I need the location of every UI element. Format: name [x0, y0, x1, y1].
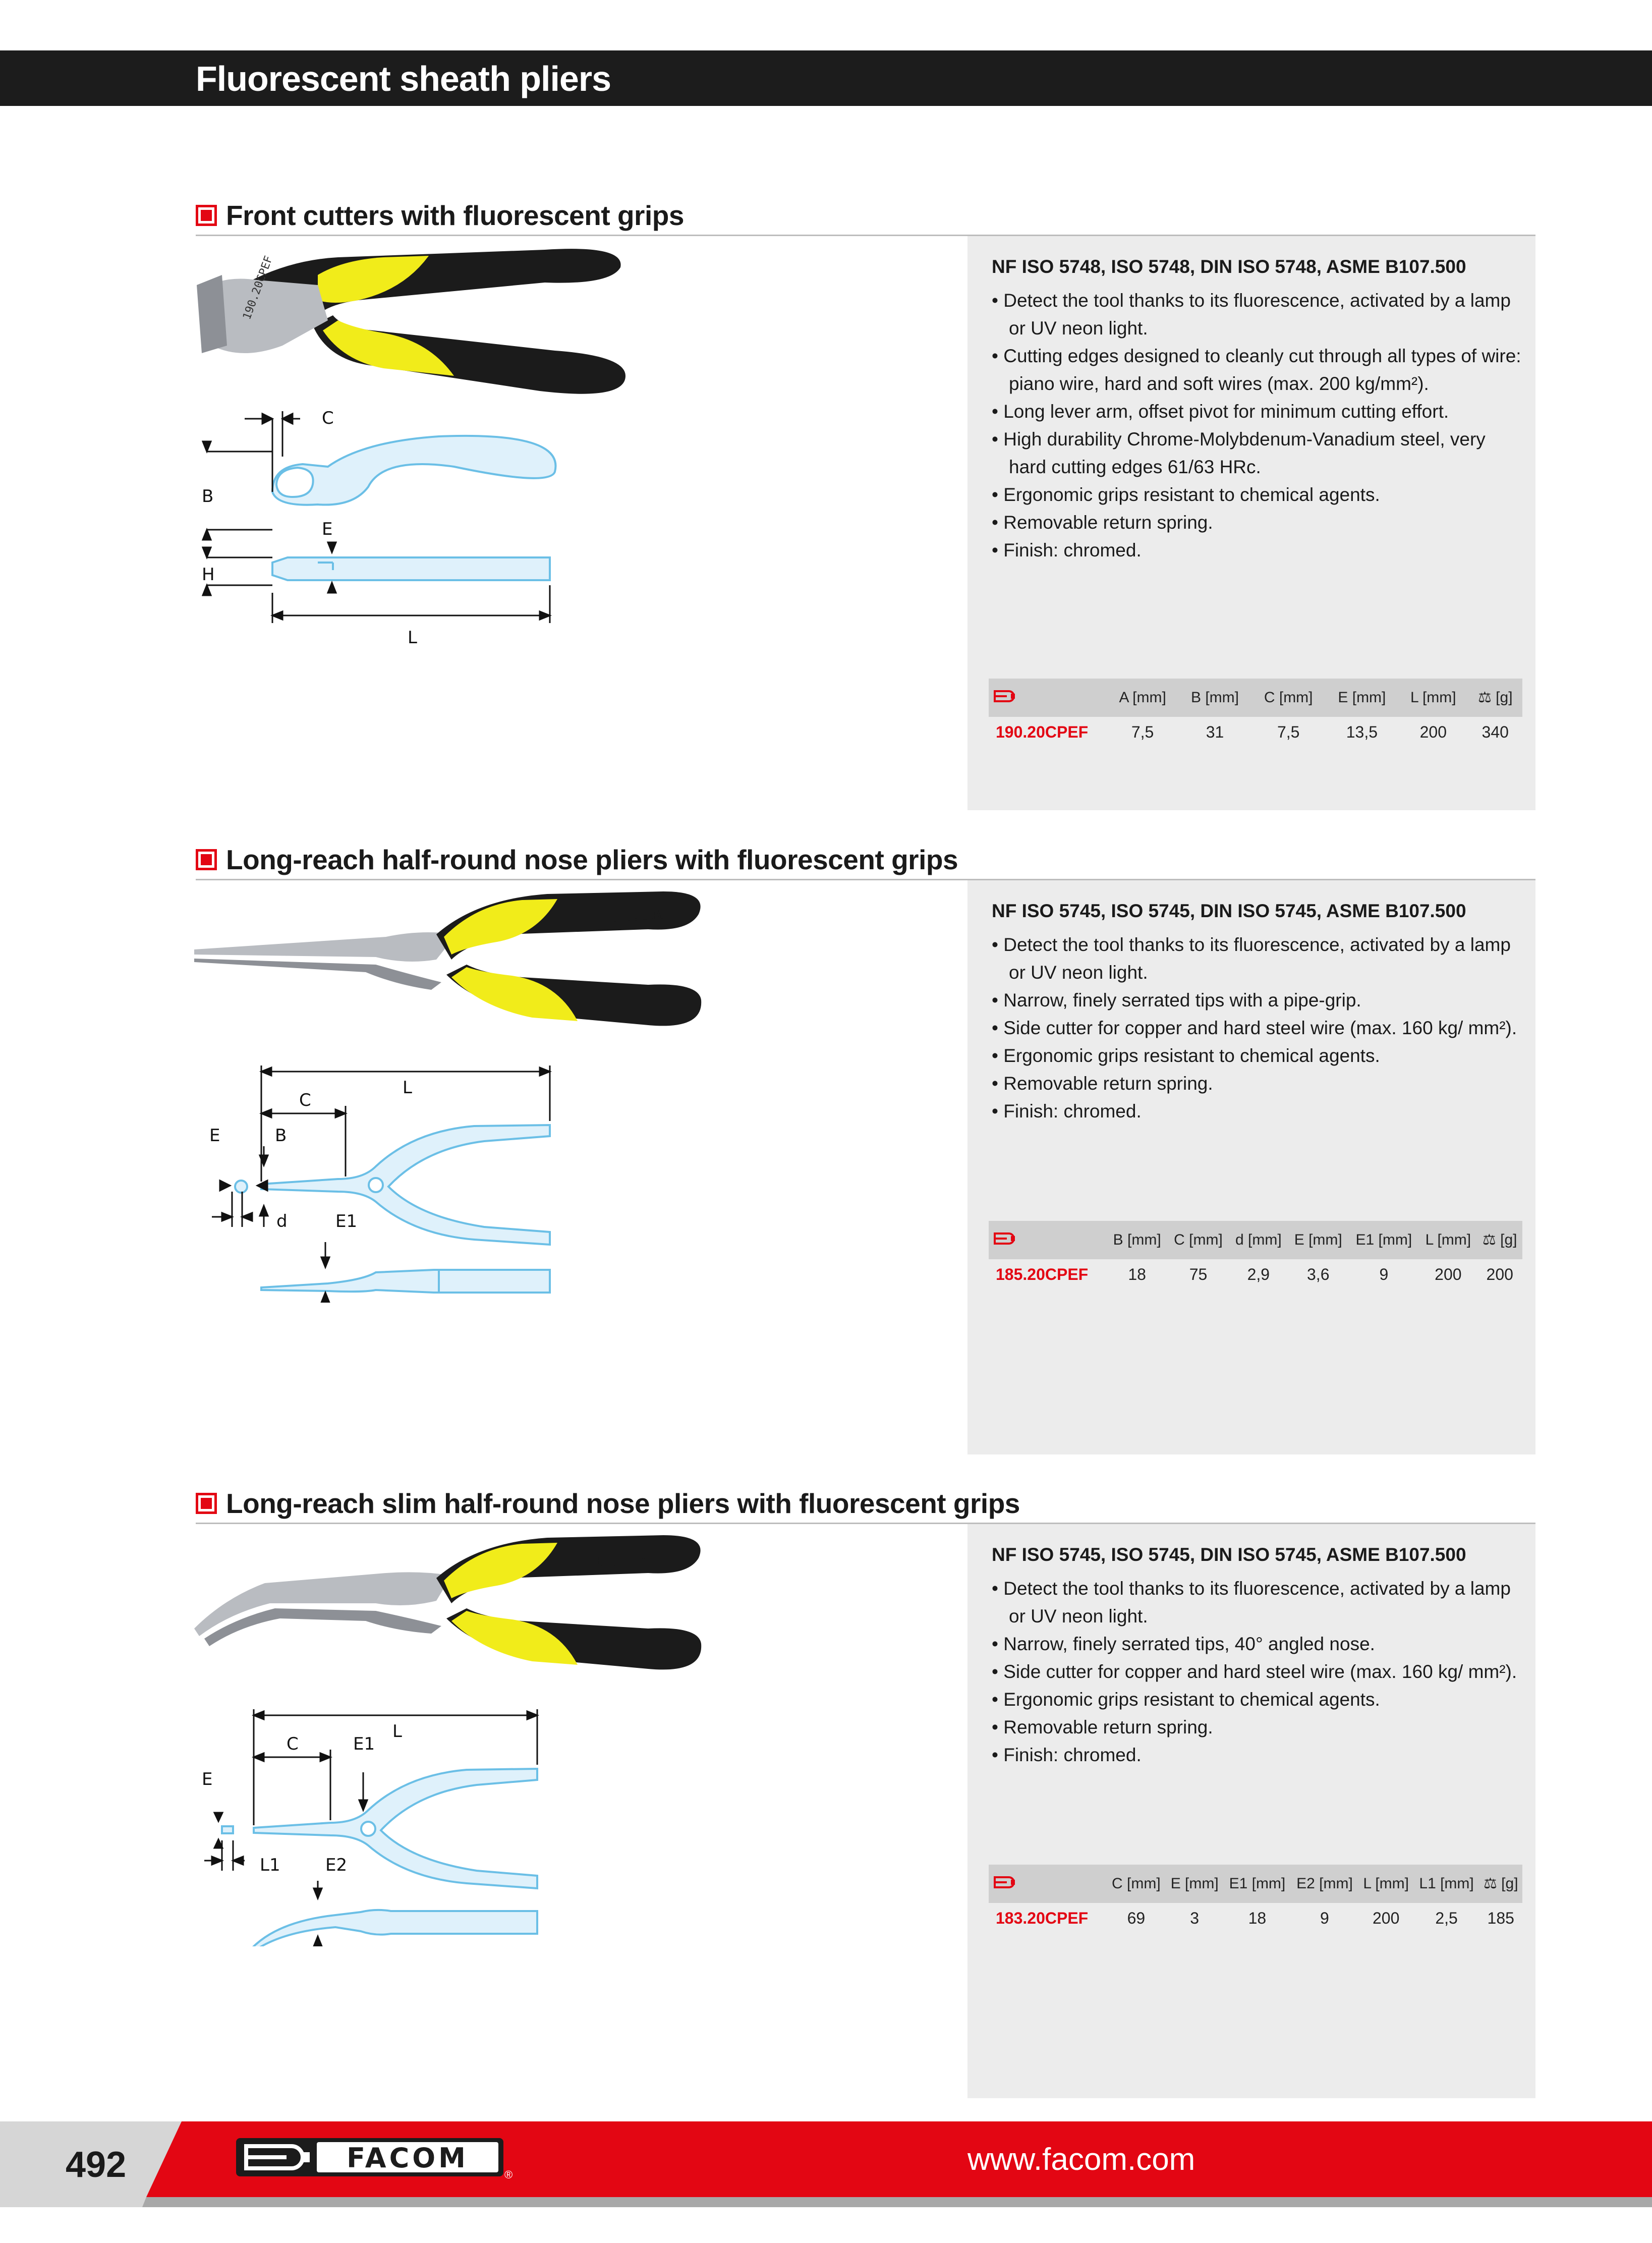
feature-item: • Finish: chromed. — [992, 536, 1526, 564]
feature-list — [992, 1575, 1526, 1769]
feature-item: • Ergonomic grips resistant to chemical agents. — [992, 1686, 1526, 1713]
column-header-weight: ⚖ [g] — [1468, 679, 1522, 717]
table-cell: 185 — [1487, 1909, 1514, 1927]
table-cell: 3 — [1190, 1909, 1200, 1927]
facom-ref-icon — [989, 679, 1107, 717]
feature-item: • Narrow, finely serrated tips with a pipe-grip. — [992, 986, 1526, 1014]
table-cell: 2,5 — [1435, 1909, 1458, 1927]
feature-item: • Removable return spring. — [992, 509, 1526, 536]
table-cell: 9 — [1320, 1909, 1329, 1927]
feature-item: • Detect the tool thanks to its fluorescence, activated by a lamp or UV neon light. — [992, 1575, 1526, 1630]
feature-item: • Long lever arm, offset pivot for minimum cutting effort. — [992, 398, 1526, 425]
column-header: L1 [mm] — [1414, 1865, 1479, 1903]
dim-label-l1: L1 — [260, 1855, 280, 1875]
dim-label-l: L — [408, 628, 417, 648]
dim-label-d: d — [276, 1211, 288, 1231]
info-panel — [967, 236, 1535, 810]
facom-logo-text: FACOM — [347, 2142, 469, 2174]
column-header: E [mm] — [1166, 1865, 1224, 1903]
front-cutter-photo — [192, 245, 636, 436]
section-front-cutters — [0, 199, 1652, 810]
column-header: A [mm] — [1107, 679, 1178, 717]
standards: NF ISO 5745, ISO 5745, DIN ISO 5745, ASME B107.500 — [992, 901, 1466, 921]
red-square-icon — [196, 205, 217, 226]
feature-item: • Side cutter for copper and hard steel wire (max. 160 kg/ mm²). — [992, 1658, 1526, 1686]
feature-item: • Ergonomic grips resistant to chemical agents. — [992, 481, 1526, 509]
half-round-pliers-diagram — [202, 1066, 575, 1303]
section-heading-text: Long-reach slim half-round nose pliers with fluorescent grips — [226, 1488, 1020, 1519]
feature-item: • Finish: chromed. — [992, 1097, 1526, 1125]
column-header: E1 [mm] — [1224, 1865, 1291, 1903]
table-row — [989, 1259, 1522, 1289]
column-header: C [mm] — [1107, 1865, 1166, 1903]
section-heading-text: Long-reach half-round nose pliers with fluorescent grips — [226, 844, 958, 875]
column-header: C [mm] — [1251, 679, 1326, 717]
facom-ref-icon — [989, 1865, 1107, 1903]
column-header: E2 [mm] — [1291, 1865, 1358, 1903]
spec-table — [989, 1865, 1522, 1933]
product-ref: 183.20CPEF — [996, 1909, 1089, 1927]
slim-half-round-pliers-diagram — [194, 1709, 567, 1946]
red-square-icon — [196, 1493, 217, 1514]
dim-label-e: E — [209, 1126, 220, 1146]
table-header-row — [989, 1865, 1522, 1903]
feature-item: • Detect the tool thanks to its fluorescence, activated by a lamp or UV neon light. — [992, 287, 1526, 342]
feature-list — [992, 931, 1526, 1125]
section-heading — [196, 844, 958, 876]
feature-item: • Narrow, finely serrated tips, 40° angled nose. — [992, 1630, 1526, 1658]
table-cell: 69 — [1127, 1909, 1146, 1927]
section-heading — [196, 199, 684, 232]
dim-label-e: E — [202, 1769, 213, 1789]
table-cell: 200 — [1419, 722, 1447, 741]
feature-item: • Cutting edges designed to cleanly cut through all types of wire: piano wire, hard and soft wires (max. 200 kg/mm²). — [992, 342, 1526, 398]
table-row — [989, 717, 1522, 747]
weight-icon: ⚖ — [1482, 1231, 1501, 1248]
column-header: B [mm] — [1107, 1221, 1167, 1259]
column-header: C [mm] — [1167, 1221, 1229, 1259]
half-round-pliers-photo — [194, 889, 709, 1055]
dim-label-l: L — [403, 1078, 412, 1098]
facom-logo — [236, 2138, 508, 2178]
feature-item: • Removable return spring. — [992, 1713, 1526, 1741]
info-panel — [967, 880, 1535, 1454]
dim-label-l: L — [392, 1721, 402, 1742]
dim-label-e: E — [322, 519, 333, 539]
column-header: L [mm] — [1398, 679, 1468, 717]
table-cell: 18 — [1248, 1909, 1267, 1927]
table-cell: 200 — [1373, 1909, 1400, 1927]
standards: NF ISO 5745, ISO 5745, DIN ISO 5745, ASME B107.500 — [992, 1544, 1466, 1565]
svg-text:190.20CPEF: 190.20CPEF — [241, 254, 275, 322]
column-header: d [mm] — [1229, 1221, 1288, 1259]
spec-table — [989, 679, 1522, 747]
feature-item: • Removable return spring. — [992, 1070, 1526, 1097]
dim-label-c: C — [287, 1734, 299, 1754]
standards: NF ISO 5748, ISO 5748, DIN ISO 5748, ASME B107.500 — [992, 256, 1466, 277]
table-row — [989, 1903, 1522, 1933]
feature-list — [992, 287, 1526, 564]
table-cell: 7,5 — [1277, 722, 1300, 741]
weight-icon: ⚖ — [1483, 1875, 1502, 1892]
feature-item: • High durability Chrome-Molybdenum-Vanadium steel, very hard cutting edges 61/63 HRc. — [992, 425, 1526, 481]
product-ref: 185.20CPEF — [996, 1265, 1089, 1283]
column-header-weight: ⚖ [g] — [1479, 1865, 1522, 1903]
slim-half-round-pliers-photo — [194, 1533, 709, 1699]
page-number: 492 — [66, 2145, 127, 2185]
section-heading-text: Front cutters with fluorescent grips — [226, 200, 684, 231]
website-url[interactable]: www.facom.com — [967, 2142, 1195, 2177]
column-header: B [mm] — [1178, 679, 1251, 717]
dim-label-e1: E1 — [335, 1211, 358, 1231]
dim-label-b: B — [202, 486, 214, 507]
table-cell: 75 — [1189, 1265, 1208, 1283]
column-header-weight: ⚖ [g] — [1477, 1221, 1522, 1259]
svg-text:FACOM: FACOM — [597, 1551, 650, 1571]
column-header: E [mm] — [1326, 679, 1399, 717]
dim-label-c: C — [322, 411, 334, 428]
front-cutter-diagram — [202, 411, 585, 674]
weight-icon: ⚖ — [1477, 689, 1496, 706]
section-heading — [196, 1487, 1020, 1520]
table-cell: 3,6 — [1307, 1265, 1330, 1283]
dim-label-e2: E2 — [325, 1855, 348, 1875]
section-half-round-pliers — [0, 844, 1652, 1454]
facom-ref-icon — [989, 1221, 1107, 1259]
column-header: E [mm] — [1288, 1221, 1348, 1259]
dim-label-e1: E1 — [353, 1734, 375, 1754]
table-cell: 13,5 — [1346, 722, 1378, 741]
page-title: Fluorescent sheath pliers — [196, 59, 611, 98]
dim-label-c: C — [299, 1090, 311, 1110]
dim-label-h: H — [202, 565, 215, 585]
feature-item: • Side cutter for copper and hard steel wire (max. 160 kg/ mm²). — [992, 1014, 1526, 1042]
table-cell: 9 — [1379, 1265, 1389, 1283]
table-cell: 7,5 — [1131, 722, 1154, 741]
table-cell: 18 — [1128, 1265, 1146, 1283]
table-header-row — [989, 1221, 1522, 1259]
table-cell: 2,9 — [1247, 1265, 1270, 1283]
product-ref: 190.20CPEF — [996, 722, 1089, 741]
column-header: L [mm] — [1358, 1865, 1414, 1903]
feature-item: • Detect the tool thanks to its fluorescence, activated by a lamp or UV neon light. — [992, 931, 1526, 986]
dim-label-b: B — [275, 1126, 287, 1146]
table-cell: 200 — [1486, 1265, 1513, 1283]
svg-text:FACOM: FACOM — [612, 906, 665, 925]
column-header: E1 [mm] — [1348, 1221, 1419, 1259]
feature-item: • Finish: chromed. — [992, 1741, 1526, 1769]
column-header: L [mm] — [1419, 1221, 1477, 1259]
table-cell: 340 — [1482, 722, 1509, 741]
table-cell: 200 — [1435, 1265, 1462, 1283]
section-slim-half-round-pliers — [0, 1487, 1652, 2098]
spec-table — [989, 1221, 1522, 1289]
feature-item: • Ergonomic grips resistant to chemical agents. — [992, 1042, 1526, 1070]
table-header-row — [989, 679, 1522, 717]
info-panel — [967, 1524, 1535, 2098]
table-cell: 31 — [1206, 722, 1224, 741]
registered-mark: ® — [504, 2168, 513, 2181]
red-square-icon — [196, 849, 217, 870]
